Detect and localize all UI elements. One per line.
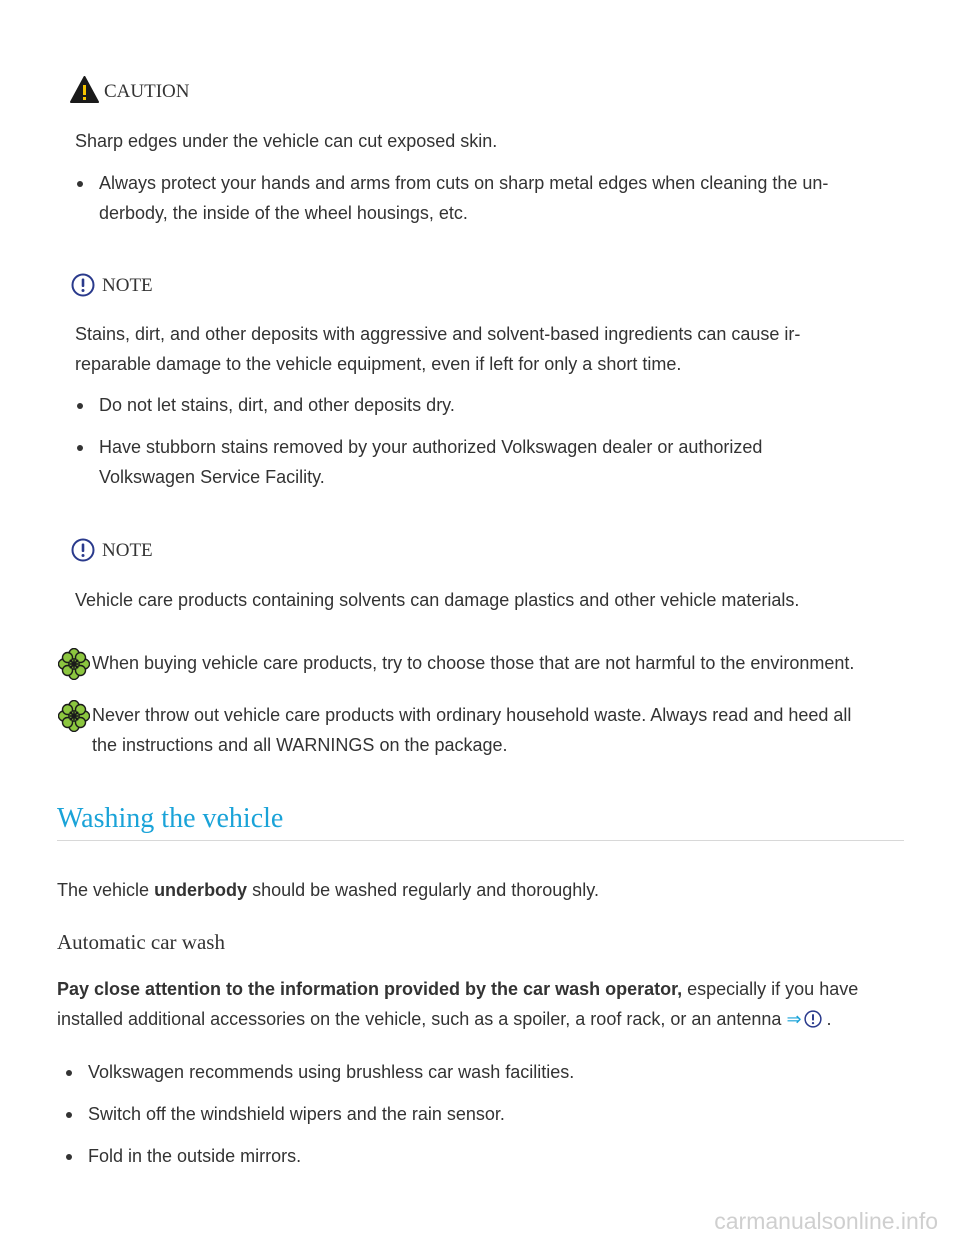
note-title: NOTE [102, 540, 153, 561]
section-divider [57, 840, 904, 841]
environment-note: When buying vehicle care products, try to choose those that are not harmful to the environment. [92, 653, 855, 673]
eco-flower-icon [58, 648, 90, 680]
note-intro: Stains, dirt, and other deposits with aggressive and solvent-based ingredients can cause ir- reparable damage to the vehicle equipment, even if left for only a short time. [75, 324, 801, 374]
note-title: NOTE [102, 275, 153, 296]
bullet-icon [66, 1070, 72, 1076]
watermark: carmanualsonline.info [714, 1208, 938, 1234]
list-item-text: Switch off the windshield wipers and the rain sensor. [88, 1104, 505, 1124]
exclamation-circle-icon [71, 538, 95, 562]
bullet-icon [77, 403, 83, 409]
environment-note: Never throw out vehicle care products with ordinary household waste. Always read and heed all the instructions and all WARNINGS on the package. [92, 705, 852, 755]
list-item-text: Volkswagen recommends using brushless car wash facilities. [88, 1062, 575, 1082]
note-intro: Vehicle care products containing solvents can damage plastics and other vehicle materials. [75, 590, 800, 610]
list-item-text: derbody, the inside of the wheel housings, etc. [99, 203, 468, 223]
caution-title: CAUTION [104, 81, 190, 102]
eco-flower-icon [58, 700, 90, 732]
exclamation-circle-icon [804, 1010, 822, 1028]
warning-reference-link[interactable]: ⇒ [786, 1009, 821, 1029]
list-item-text: Always protect your hands and arms from cuts on sharp metal edges when cleaning the un- [99, 173, 829, 193]
exclamation-circle-icon [71, 273, 95, 297]
subsection-heading: Automatic car wash [57, 930, 225, 954]
caution-intro: Sharp edges under the vehicle can cut exposed skin. [75, 131, 498, 151]
carwash-paragraph: Pay close attention to the information provided by the car wash operator, especially if you have installed additional accessories on the vehicle, such as a spoiler, a roof rack, or an antenna ⇒ . [57, 979, 859, 1029]
list-item-text: Volkswagen Service Facility. [99, 467, 325, 487]
list-item-text: Fold in the outside mirrors. [88, 1146, 302, 1166]
bullet-icon [77, 445, 83, 451]
section-heading: Washing the vehicle [57, 803, 284, 834]
section-paragraph: The vehicle underbody should be washed regularly and thoroughly. [57, 880, 599, 900]
bullet-icon [77, 181, 83, 187]
list-item-text: Have stubborn stains removed by your authorized Volkswagen dealer or authorized [99, 437, 763, 457]
bullet-icon [66, 1154, 72, 1160]
list-item-text: Do not let stains, dirt, and other deposits dry. [99, 395, 455, 415]
warning-triangle-icon [70, 76, 99, 103]
bullet-icon [66, 1112, 72, 1118]
